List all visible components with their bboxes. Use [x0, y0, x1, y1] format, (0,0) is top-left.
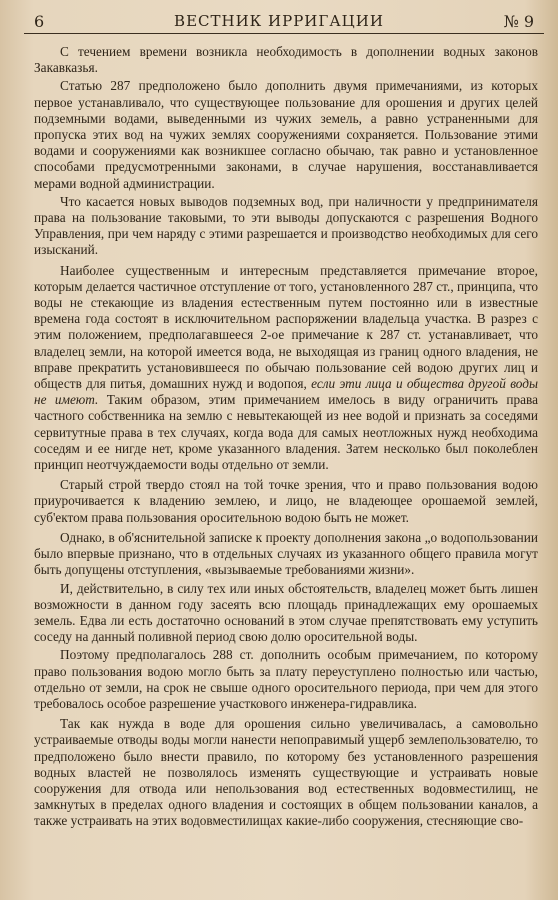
- paragraph: Так как нужда в воде для орошения сильно увеличивалась, а самовольно устраиваемые отводы воды могли нанести непоправимый ущерб землепользователю, то предположено было внести правило, по которому без установленного разрешения водных властей не позволялось изменять существующие и устраивать новые сооружения для отвода или непользования вод естественных водовместилищ, не замкнутых в пределах одного владения и состоящих в общем пользовании каналов, а также устраивать на этих водовместилищах какие-либо сооружения, стесняющие сво-: [34, 716, 538, 829]
- paragraph-text: Таким образом, этим примечанием имелось в виду ограничить права частного собственника на землю с невытекающей из нее водой и признать за соседями сервитутные права в тех случаях, когда вода для самых неотложных нужд необходима соседям и ее нигде нет, кроме указанного владения. Затем несколько был поколеблен принцип неотчуждаемости воды отдельно от земли.: [34, 392, 538, 473]
- paragraph: И, действительно, в силу тех или иных обстоятельств, владелец может быть лишен возможности в данном году засеять всю площадь принадлежащих ему орошаемых земель. Едва ли есть достаточно оснований в этом случае препятствовать ему уступить соседу на данный поливной период свою долю оросительной воды.: [34, 580, 538, 645]
- paragraph-text: Наиболее существенным и интересным представляется примечание второе, которым делается частичное отступление от того, установленного 287 ст., принципа, что воды не стекающие из владения естественным путем постоянно или в известные времена года состоят в исключительном распоряжении владельца участка. В разрез с этим положением, предполагавшееся 2-ое примечание к 287 ст. устанавливает, что владелец земли, на которой имеется вода, не выходящая из границ одного владения, не вправе прекратить установившееся по обычаю пользование сей водою других лиц и обществ для питья, домашних нужд и водопоя,: [34, 262, 538, 392]
- header-rule: [24, 33, 544, 34]
- paragraph: С течением времени возникла необходимость в дополнении водных законов Закавказья.: [34, 44, 538, 76]
- paragraph: Статью 287 предположено было дополнить двумя примечаниями, из которых первое устанавливало, что существующее пользование для орошения и других целей подземными водами, выведенными из чужих земель, а равно устраненными для пропуска этих вод на чужих землях сооружениями сохраняется. Пользование этими водами и сооружениями как возникшее согласно обычаю, так равно и установленное способами предусмотренными законами, в случае нарушения, восстанавливается мерами водной администрации.: [34, 78, 538, 191]
- running-head: ВЕСТНИК ИРРИГАЦИИ: [174, 12, 384, 30]
- italic-emphasis: если эти лица и общества другой воды не имеют.: [34, 376, 538, 408]
- page-number: 6: [34, 12, 45, 31]
- paragraph: Старый строй твердо стоял на той точке зрения, что и право пользования водою приурочивается к владению землею, и лицо, не владеющее орошаемой землей, суб'ектом права пользования оросительною водою быть не может.: [34, 477, 538, 525]
- page-header: [0, 10, 558, 34]
- issue-number: № 9: [503, 12, 534, 31]
- article-body: [34, 44, 538, 832]
- paragraph: Однако, в об'яснительной записке к проекту дополнения закона „о водопользовании было впервые признано, что в отдельных случаях из указанного общего правила могут быть допущены отступления, «вызываемые требованиями жизни».: [34, 529, 538, 578]
- paragraph: Поэтому предполагалось 288 ст. дополнить особым примечанием, по которому право пользования водою могло быть за плату переуступлено полностью или частью, отдельно от земли, на срок не свыше одного оросительного периода, при чем для этого требовалось особое разрешение участкового инженера-гидравлика.: [34, 647, 538, 711]
- paragraph: [34, 263, 538, 474]
- paragraph: Что касается новых выводов подземных вод, при наличности у предпринимателя права на пользование таковыми, то эти выводы допускаются с разрешения Водного Управления, при чем наряду с этими разрешается и производство необходимых для сего изысканий.: [34, 193, 538, 258]
